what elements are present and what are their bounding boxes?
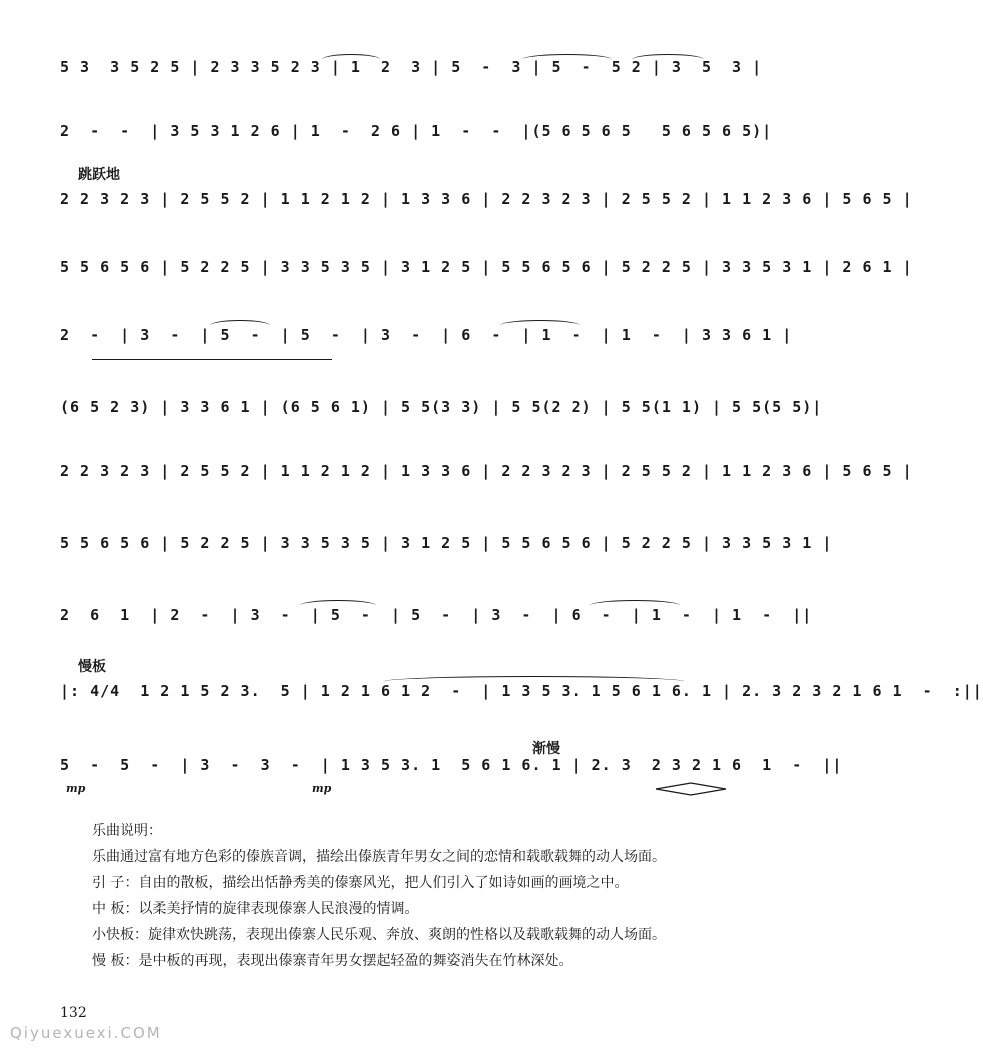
continuation-line xyxy=(92,359,332,360)
score-row-1: 5 3 3 5 2 5 | 2 3 3 5 2 3 | 1 2 3 | 5 - 3 | 5 - 5 2 | 3 5 3 | xyxy=(60,58,763,76)
notes-paragraph: 乐曲通过富有地方色彩的傣族音调，描绘出傣族青年男女之间的恋情和载歌载舞的动人场面。 xyxy=(92,849,666,865)
notes-paragraph: 慢 板：是中板的再现，表现出傣寨青年男女摆起轻盈的舞姿消失在竹林深处。 xyxy=(92,953,573,969)
slur xyxy=(210,320,270,331)
score-row-11: 5 - 5 - | 3 - 3 - | 1 3 5 3. 1 5 6 1 6. 1 | 2. 3 2 3 2 1 6 1 - || xyxy=(60,756,843,774)
score-row-7: 2 2 3 2 3 | 2 5 5 2 | 1 1 2 1 2 | 1 3 3 6 | 2 2 3 2 3 | 2 5 5 2 | 1 1 2 3 6 | 5 6 5 | xyxy=(60,462,913,480)
score-row-8: 5 5 6 5 6 | 5 2 2 5 | 3 3 5 3 5 | 3 1 2 5 | 5 5 6 5 6 | 5 2 2 5 | 3 3 5 3 1 | xyxy=(60,534,833,552)
cresc-decresc-icon xyxy=(656,782,726,796)
slur xyxy=(522,54,612,65)
score-row-5: 2 - | 3 - | 5 - | 5 - | 3 - | 6 - | 1 - | 1 - | 3 3 6 1 | xyxy=(60,326,793,344)
notes-paragraph: 引 子：自由的散板，描绘出恬静秀美的傣寨风光，把人们引入了如诗如画的画境之中。 xyxy=(92,875,629,891)
slur xyxy=(590,600,680,611)
slur xyxy=(500,320,580,331)
section-label-tiaoyuedi: 跳跃地 xyxy=(78,167,120,183)
page-number: 132 xyxy=(60,1005,87,1021)
notes-heading: 乐曲说明： xyxy=(92,823,162,839)
notes-paragraph: 小快板：旋律欢快跳荡，表现出傣寨人民乐观、奔放、爽朗的性格以及载歌载舞的动人场面。 xyxy=(92,927,666,943)
score-row-3: 2 2 3 2 3 | 2 5 5 2 | 1 1 2 1 2 | 1 3 3 6 | 2 2 3 2 3 | 2 5 5 2 | 1 1 2 3 6 | 5 6 5 | xyxy=(60,190,913,208)
score-row-10: |: 4/4 1 2 1 5 2 3. 5 | 1 2 1 6 1 2 - | 1 3 5 3. 1 5 6 1 6. 1 | 2. 3 2 3 2 1 6 1 - :|| xyxy=(60,682,983,700)
slur xyxy=(322,54,380,65)
score-row-6: (6 5 2 3) | 3 3 6 1 | (6 5 6 1) | 5 5(3 3) | 5 5(2 2) | 5 5(1 1) | 5 5(5 5)| xyxy=(60,398,823,416)
music-notes-description xyxy=(62,818,752,974)
score-row-4: 5 5 6 5 6 | 5 2 2 5 | 3 3 5 3 5 | 3 1 2 5 | 5 5 6 5 6 | 5 2 2 5 | 3 3 5 3 1 | 2 6 1 | xyxy=(60,258,913,276)
slur xyxy=(384,676,684,687)
slur xyxy=(632,54,704,65)
score-row-2: 2 - - | 3 5 3 1 2 6 | 1 - 2 6 | 1 - - |(5 6 5 6 5 5 6 5 6 5)| xyxy=(60,122,773,140)
dynamic-mp: mp xyxy=(66,782,86,795)
dynamic-mp: mp xyxy=(312,782,332,795)
score-row-9: 2 6 1 | 2 - | 3 - | 5 - | 5 - | 3 - | 6 - | 1 - | 1 - || xyxy=(60,606,813,624)
section-label-jianman: 渐慢 xyxy=(532,741,560,757)
watermark: Qiyuexuexi.COM xyxy=(10,1024,162,1042)
slur xyxy=(300,600,376,611)
section-label-manban: 慢板 xyxy=(78,659,106,675)
notes-paragraph: 中 板：以柔美抒情的旋律表现傣寨人民浪漫的情调。 xyxy=(92,901,419,917)
